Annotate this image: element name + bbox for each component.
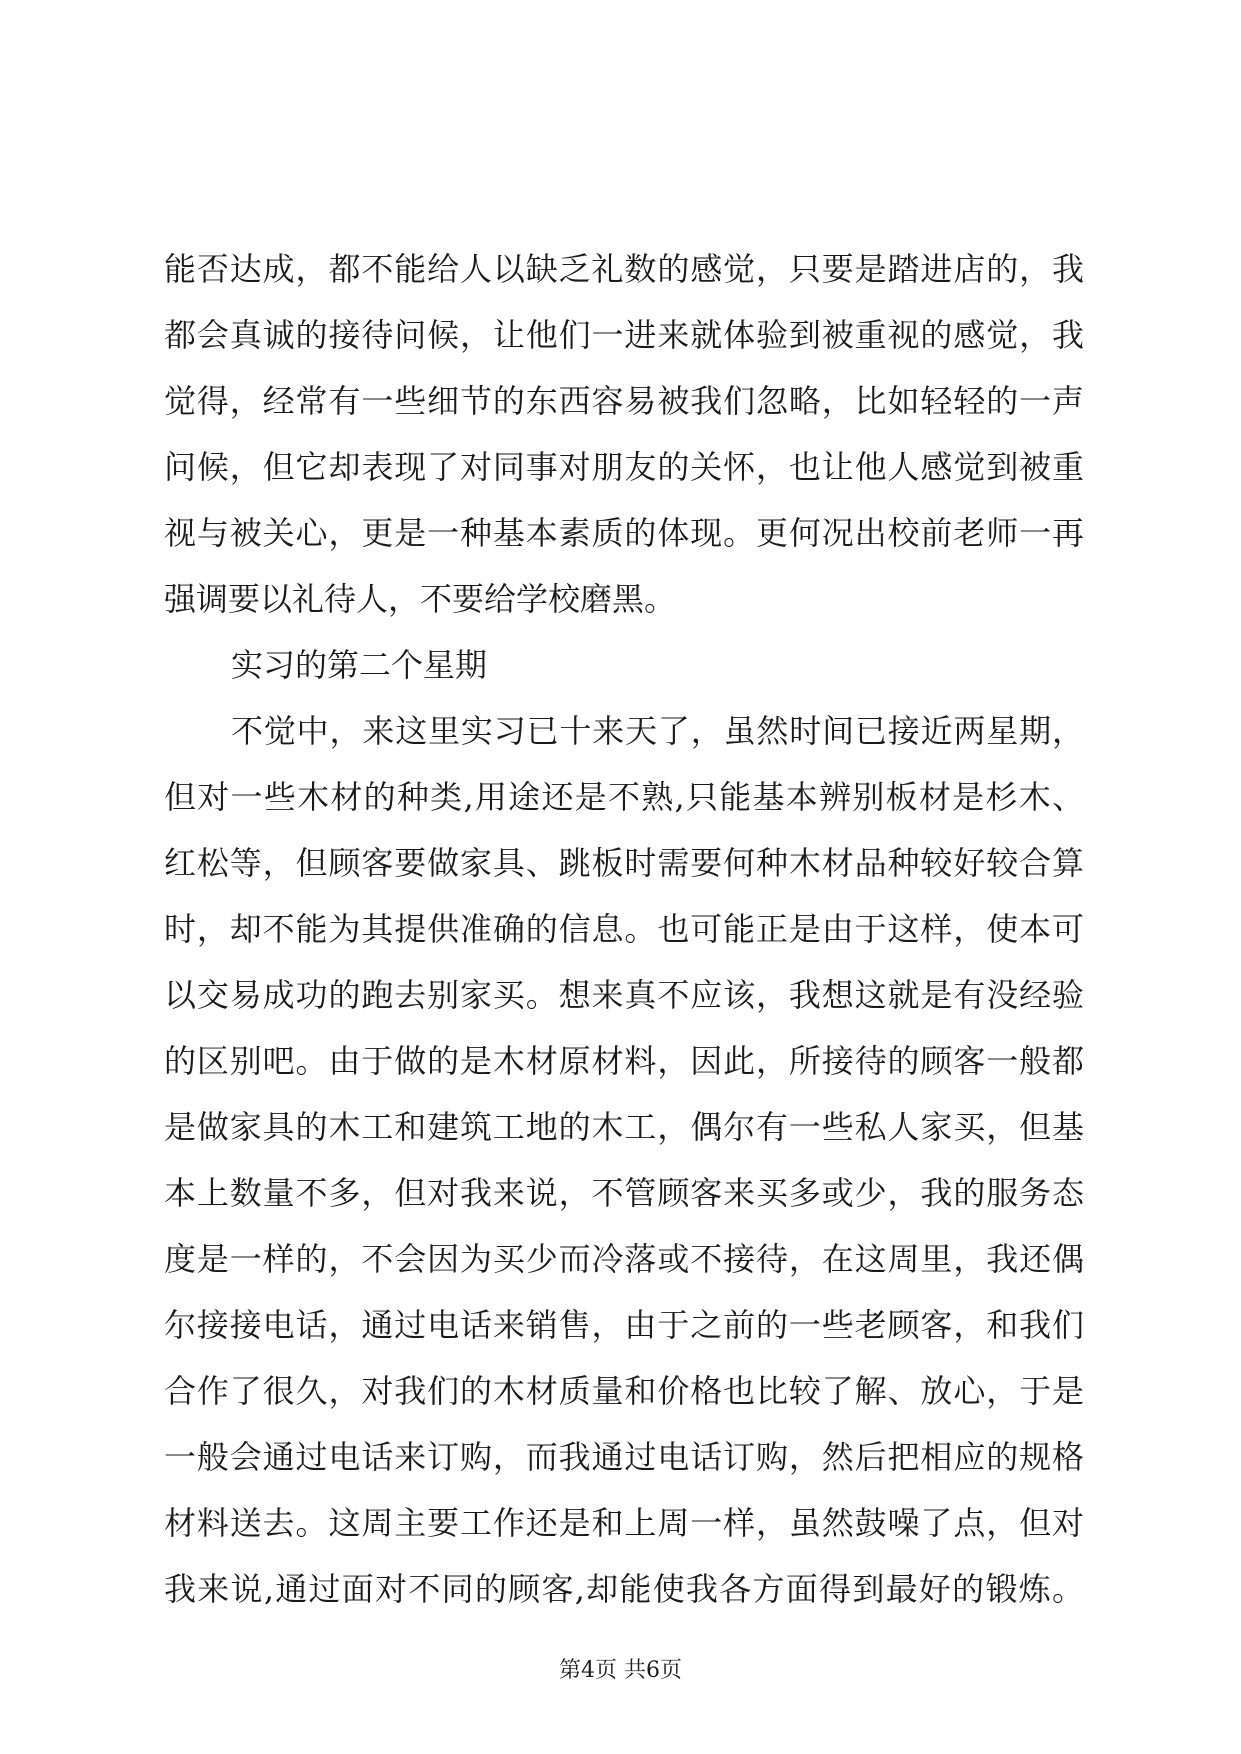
text-line-content: 材料送去。这周主要工作还是和上周一样，虽然鼓噪了点，但对 [164,1504,1084,1542]
text-line [164,236,1084,302]
text-line [164,434,1084,500]
text-line-content: 红松等，但顾客要做家具、跳板时需要何种木材品种较好较合算 [164,844,1084,882]
text-line [164,1424,1084,1490]
text-line [164,1094,1084,1160]
text-line [164,1160,1084,1226]
text-line-content: 以交易成功的跑去别家买。想来真不应该，我想这就是有没经验 [164,976,1084,1014]
text-line-content: 但对一些木材的种类,用途还是不熟,只能基本辨别板材是杉木、 [164,778,1084,816]
text-line [164,1490,1084,1556]
text-line-content: 时，却不能为其提供准确的信息。也可能正是由于这样，使本可 [164,910,1084,948]
text-line-content: 我来说,通过面对不同的顾客,却能使我各方面得到最好的锻炼。 [164,1570,1084,1608]
text-line [164,1028,1084,1094]
text-line [164,1358,1084,1424]
text-line-content: 度是一样的，不会因为买少而冷落或不接待，在这周里，我还偶 [164,1240,1084,1278]
text-line [164,962,1084,1028]
text-line-content: 本上数量不多，但对我来说，不管顾客来买多或少，我的服务态 [164,1174,1084,1212]
text-line [164,368,1084,434]
text-line [164,764,1084,830]
text-line-content: 不觉中，来这里实习已十来天了，虽然时间已接近两星期， [231,712,1084,750]
text-line [164,566,1084,632]
text-line [164,1556,1084,1622]
text-line-content: 强调要以礼待人，不要给学校磨黑。 [164,580,677,618]
text-line-content: 问候，但它却表现了对同事对朋友的关怀，也让他人感觉到被重 [164,448,1084,486]
text-line [164,302,1084,368]
text-line [164,500,1084,566]
section-heading [164,632,1084,698]
text-line [164,1292,1084,1358]
text-line-content: 一般会通过电话来订购，而我通过电话订购，然后把相应的规格 [164,1438,1084,1476]
text-line-content: 是做家具的木工和建筑工地的木工，偶尔有一些私人家买，但基 [164,1108,1084,1146]
body-text [164,236,1084,1622]
text-line-content: 合作了很久，对我们的木材质量和价格也比较了解、放心，于是 [164,1372,1084,1410]
section-heading-text: 实习的第二个星期 [231,646,488,684]
text-line-content: 视与被关心，更是一种基本素质的体现。更何况出校前老师一再 [164,514,1084,552]
text-line [164,896,1084,962]
text-line-content: 的区别吧。由于做的是木材原材料，因此，所接待的顾客一般都 [164,1042,1084,1080]
text-line-content: 都会真诚的接待问候，让他们一进来就体验到被重视的感觉，我 [164,316,1084,354]
text-line-content: 觉得，经常有一些细节的东西容易被我们忽略，比如轻轻的一声 [164,382,1084,420]
page-number-footer: 第4页 共6页 [559,1658,682,1683]
text-line [164,1226,1084,1292]
text-line [164,698,1084,764]
text-line-content: 尔接接电话，通过电话来销售，由于之前的一些老顾客，和我们 [164,1306,1084,1344]
text-line-content: 能否达成，都不能给人以缺乏礼数的感觉，只要是踏进店的，我 [164,250,1084,288]
text-line [164,830,1084,896]
